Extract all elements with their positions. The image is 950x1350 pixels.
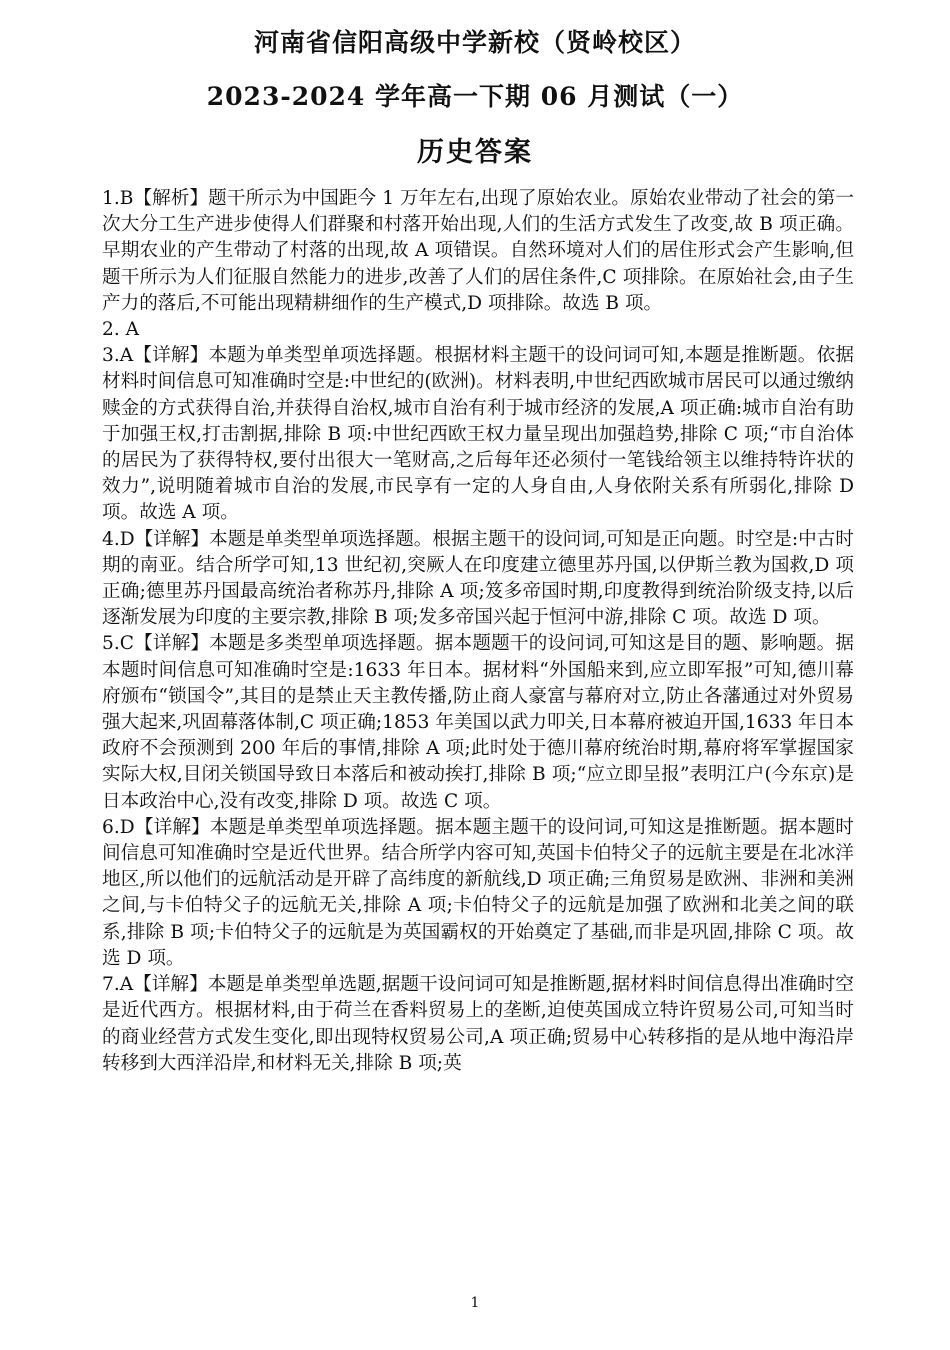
answer-item-1 — [102, 186, 854, 317]
answer-text: 本题是单类型单项选择题。据本题主题干的设问词,可知这是推断题。据本题时间信息可知准确时空是近代世界。结合所学内容可知,英国卡伯特父子的远航主要是在北冰洋地区,所以他们的远航活动是开辟了高纬度的新航线,D 项正确;三角贸易是欧洲、非洲和美洲之间,与卡伯特父子的远航无关,排除 A 项;卡伯特父子的远航是加强了欧洲和北美之间的联系,排除 B 项;卡伯特父子的远航是为英国霸权的开始奠定了基础,而非是巩固,排除 C 项。故选 D 项。 — [102, 816, 854, 969]
answer-item-3 — [102, 343, 854, 526]
document-header — [0, 20, 950, 168]
answer-text: 本题是单类型单项选择题。根据主题干的设问词,可知是正向题。时空是:中古时期的南亚。结合所学可知,13 世纪初,突厥人在印度建立德里苏丹国,以伊斯兰教为国救,D 项正确;德里苏丹国最高统治者称苏丹,排除 A 项;笈多帝国时期,印度教得到统治阶级支持,以后逐渐发展为印度的主要宗教,排除 B 项;发多帝国兴起于恒河中游,排除 C 项。故选 D 项。 — [102, 528, 854, 629]
exam-title: 2023-2024 学年高一下期 06 月测试（一） — [206, 82, 744, 111]
answer-label: 5.C【详解】 — [102, 633, 210, 655]
answer-item-5 — [102, 631, 854, 814]
answer-label: 2. A — [102, 319, 140, 341]
answer-item-7 — [102, 972, 854, 1077]
answer-label: 4.D【详解】 — [102, 528, 210, 550]
answer-label: 1.B【解析】 — [102, 188, 209, 209]
answer-label: 3.A【详解】 — [102, 345, 209, 367]
answer-label: 7.A【详解】 — [102, 974, 208, 996]
answer-label: 6.D【详解】 — [102, 816, 210, 838]
answer-text: 本题为单类型单项选择题。根据材料主题干的设问词可知,本题是推断题。依据材料时间信息可知准确时空是:中世纪的(欧洲)。材料表明,中世纪西欧城市居民可以通过缴纳赎金的方式获得自治,并获得自治权,城市自治有利于城市经济的发展,A 项正确:城市自治有助于加强王权,打击割据,排除 B 项:中世纪西欧王权力量呈现出加强趋势,排除 C 项;“市自治体的居民为了获得特权,要付出很大一笔财高,之后每年还必须付一笔钱给领主以维持特许状的效力”,说明随着城市自治的发展,市民享有一定的人身自由,人身依附关系有所弱化,排除 D 项。故选 A 项。 — [102, 345, 854, 524]
answer-item-6 — [102, 815, 854, 972]
school-title: 河南省信阳高级中学新校（贤岭校区） — [253, 28, 696, 57]
page-number: 1 — [470, 1295, 480, 1311]
answer-text: 本题是多类型单项选择题。据本题题干的设问词,可知这是目的题、影响题。据本题时间信息可知准确时空是:1633 年日本。据材料“外国船来到,应立即军报”可知,德川幕府颁布“锁国令”,其目的是禁止天主教传播,防止商人豪富与幕府对立,防止各藩通过对外贸易强大起来,巩固幕落体制,C 项正确;1853 年美国以武力叩关,日本幕府被迫开国,1633 年日本政府不会预测到 200 年后的事情,排除 A 项;此时处于德川幕府统治时期,幕府将军掌握国家实际大权,目闭关锁国导致日本落后和被动挨打,排除 B 项;“应立即呈报”表明江户(今东京)是日本政治中心,没有改变,排除 D 项。故选 C 项。 — [102, 633, 854, 812]
answer-item-4 — [102, 527, 854, 632]
subject-title: 历史答案 — [417, 137, 533, 168]
answer-text: 本题是单类型单选题,据题干设问词可知是推断题,据材料时间信息得出准确时空是近代西方。根据材料,由于荷兰在香料贸易上的垄断,迫使英国成立特许贸易公司,可知当时的商业经营方式发生变化,即出现特权贸易公司,A 项正确;贸易中心转移指的是从地中海沿岸转移到大西洋沿岸,和材料无关,排除 B 项;英 — [102, 974, 855, 1074]
answer-text: 题干所示为中国距今 1 万年左右,出现了原始农业。原始农业带动了社会的第一次大分工生产进步使得人们群聚和村落开始出现,人们的生活方式发生了改变,故 B 项正确。早期农业的产生带动了村落的出现,故 A 项错误。自然环境对人们的居住形式会产生影响,但题干所示为人们征服自然能力的进步,改善了人们的居住条件,C 项排除。在原始社会,由子生产力的落后,不可能出现精耕细作的生产模式,D 项排除。故选 B 项。 — [102, 188, 854, 314]
answer-item-2 — [102, 317, 854, 343]
answer-list — [102, 186, 854, 1077]
